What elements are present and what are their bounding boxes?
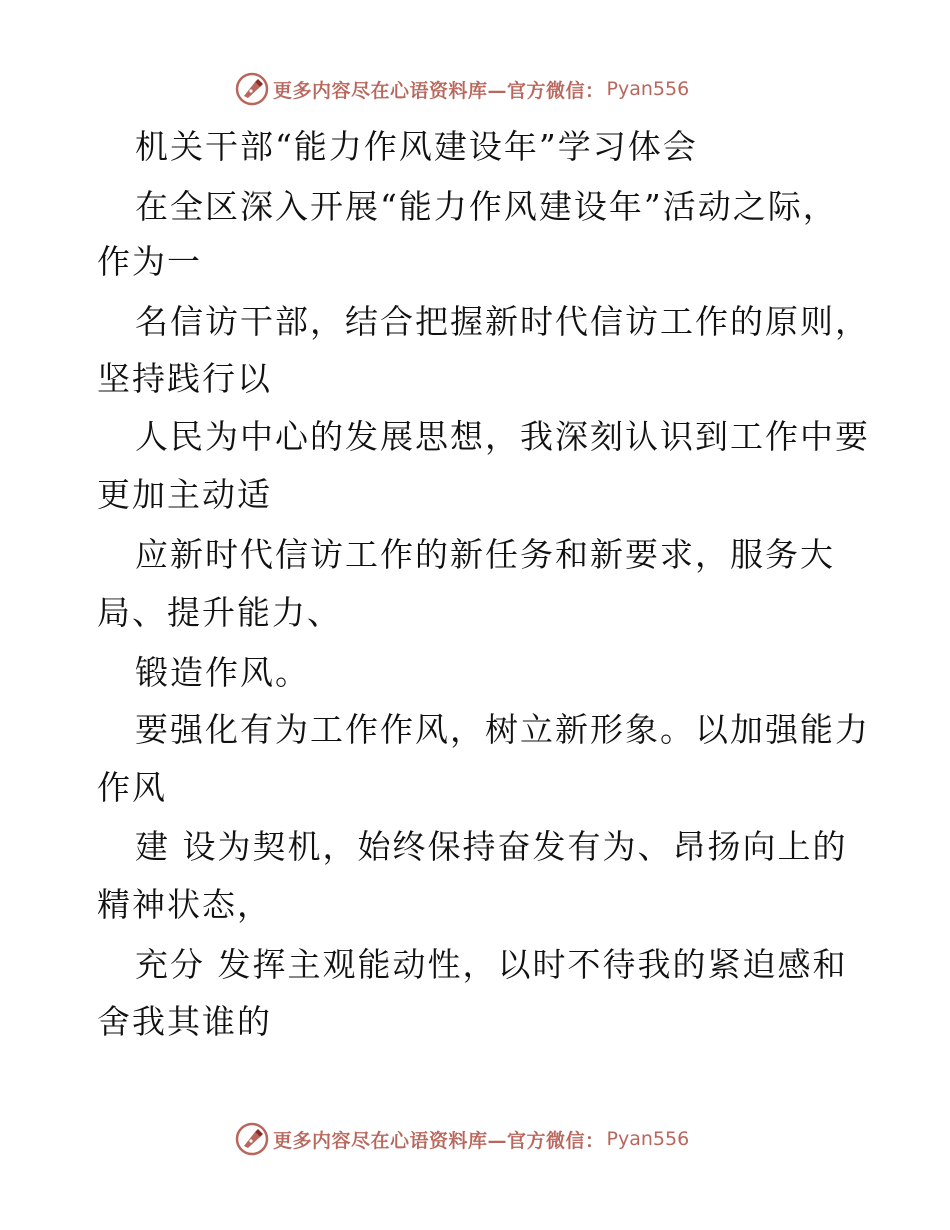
text-line: 作为一 — [97, 242, 202, 281]
banner-text: 更多内容尽在心语资料库—官方微信： — [273, 79, 605, 102]
text-line: 应新时代信访工作的新任务和新要求，服务大 — [135, 535, 835, 574]
text-line: 建 设为契机，始终保持奋发有为、昂扬向上的 — [135, 827, 848, 866]
text-line: 充分 发挥主观能动性，以时不待我的紧迫感和 — [135, 945, 848, 984]
banner-account: Pyan556 — [606, 1128, 690, 1150]
text-line: 更加主动适 — [97, 475, 272, 514]
banner-account: Pyan556 — [606, 78, 690, 100]
text-line: 坚持践行以 — [97, 359, 272, 398]
text-line: 舍我其谁的 — [97, 1002, 272, 1041]
text-line: 名信访干部，结合把握新时代信访工作的原则， — [135, 302, 870, 341]
text-line: 锻造作风。 — [135, 653, 310, 692]
text-line: 作风 — [97, 768, 167, 807]
header-watermark-banner — [235, 72, 689, 106]
text-line: 人民为中心的发展思想，我深刻认识到工作中要 — [135, 417, 870, 456]
text-line: 在全区深入开展“能力作风建设年”活动之际， — [135, 187, 838, 226]
pen-nib-logo-icon — [235, 1122, 269, 1156]
footer-watermark-banner — [235, 1122, 689, 1156]
banner-text: 更多内容尽在心语资料库—官方微信： — [273, 1129, 605, 1152]
text-line: 局、提升能力、 — [97, 593, 342, 632]
pen-nib-logo-icon — [235, 72, 269, 106]
text-line: 要强化有为工作作风，树立新形象。以加强能力 — [135, 710, 870, 749]
document-title: 机关干部“能力作风建设年”学习体会 — [135, 127, 698, 166]
text-line: 精神状态， — [97, 885, 272, 924]
